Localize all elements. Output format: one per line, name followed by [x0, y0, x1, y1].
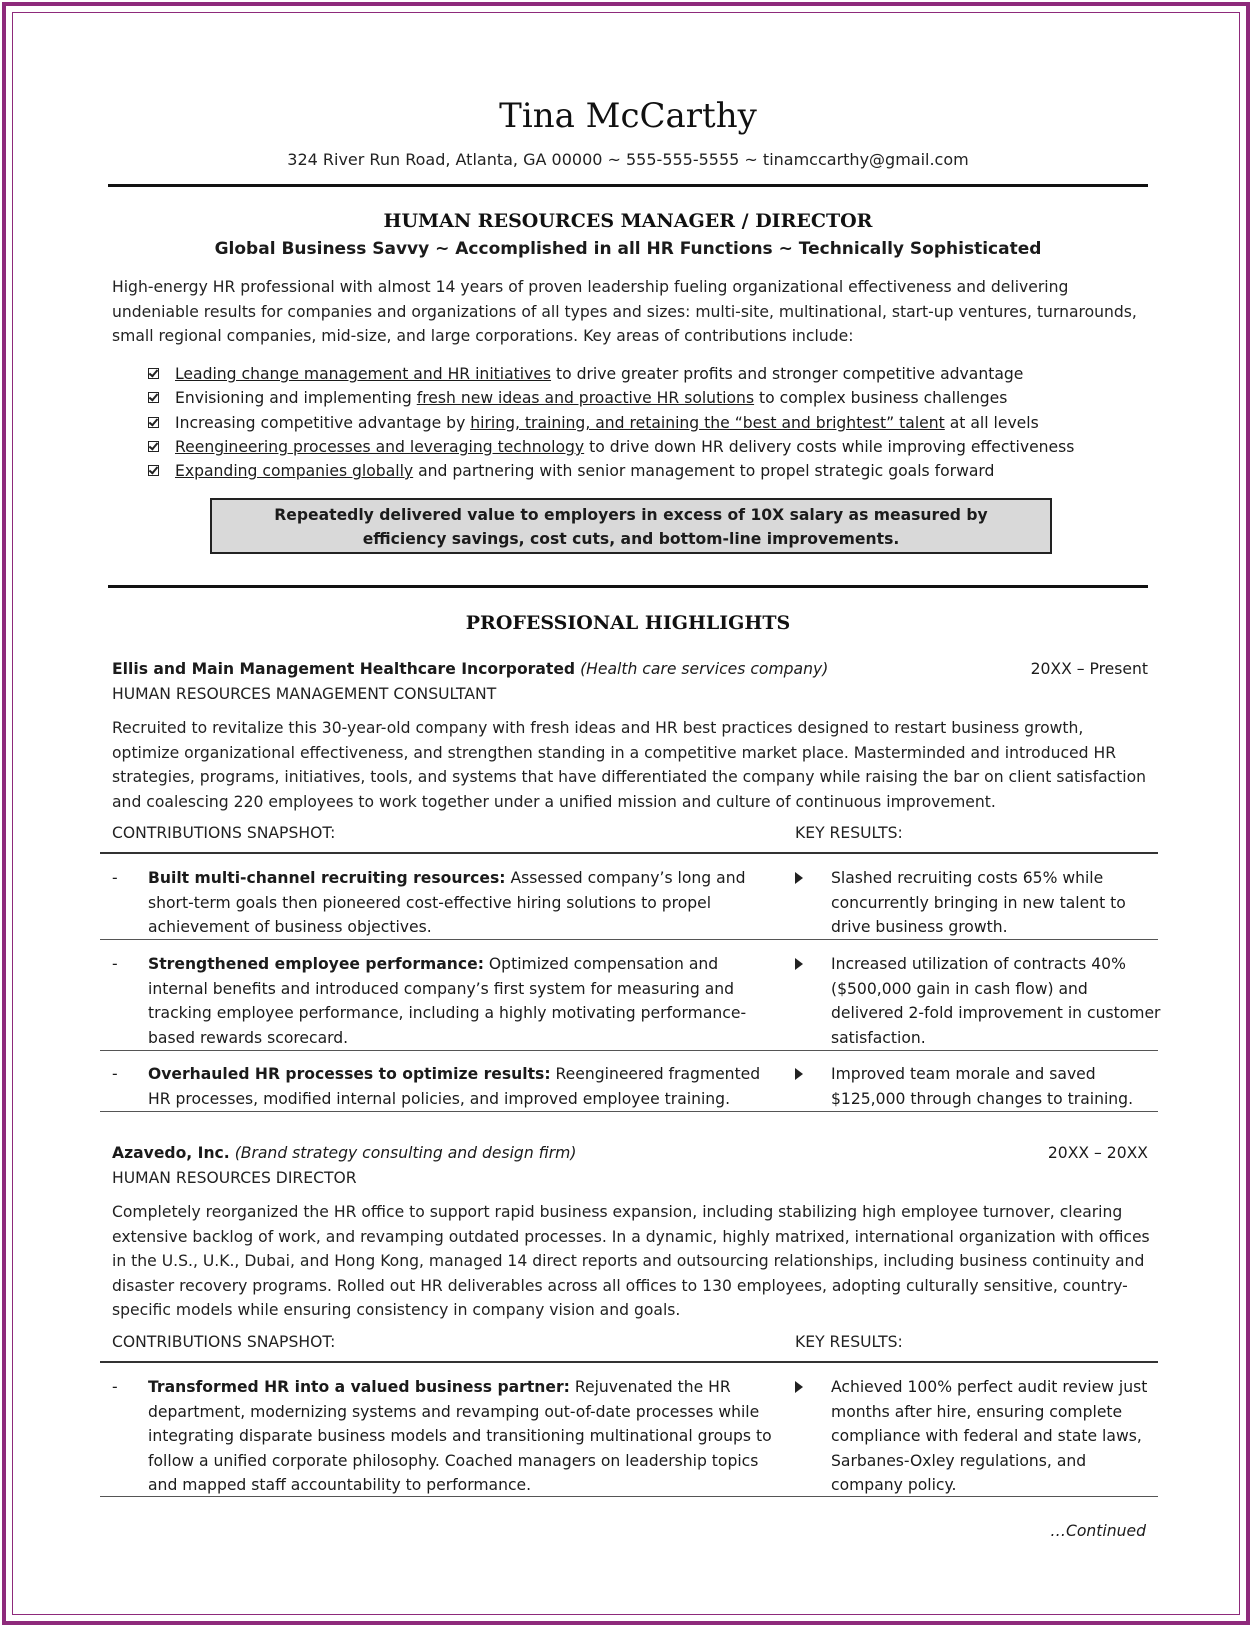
checkbox-icon [148, 368, 159, 379]
employment-dates: 20XX – 20XX [1047, 1144, 1148, 1162]
contributions-label: CONTRIBUTIONS SNAPSHOT: [112, 1333, 336, 1351]
employment-dates: 20XX – Present [1030, 660, 1148, 678]
summary-bullet: Leading change management and HR initiatives to drive greater profits and stronger competitive advantage [148, 365, 1148, 389]
tagline: Global Business Savvy ~ Accomplished in all HR Functions ~ Technically Sophisticated [214, 239, 1042, 259]
row-divider [100, 1050, 1158, 1051]
company-name: Azavedo, Inc. [112, 1144, 230, 1162]
header-divider [108, 184, 1148, 187]
summary-bullet: Reengineering processes and leveraging technology to drive down HR delivery costs while improving effectiveness [148, 438, 1148, 462]
company-line [112, 660, 828, 678]
job-description: Completely reorganized the HR office to support rapid business expansion, including stabilizing high employee turnover, clearing extensive backlog of work, and revamping outdated processes. In a dynamic, highly matrixed, international organization with offices in the U.S., U.K., Dubai, and Hong Kong, managed 14 direct reports and outsourcing relationships, including business continuity and disaster recovery programs. Rolled out HR deliverables across all offices to 130 employees, adopting culturally sensitive, country-specific models while ensuring consistency in company vision and goals. [112, 1203, 1150, 1319]
continued-note: …Continued [1050, 1522, 1146, 1540]
value-callout-box [210, 498, 1052, 554]
checkbox-icon [148, 465, 159, 476]
summary-bullet: Envisioning and implementing fresh new ideas and proactive HR solutions to complex business challenges [148, 389, 1148, 413]
triangle-bullet-icon [795, 958, 803, 970]
contributions-label: CONTRIBUTIONS SNAPSHOT: [112, 824, 336, 842]
triangle-bullet-icon [795, 872, 803, 884]
summary-bullet: Increasing competitive advantage by hiring, training, and retaining the “best and brightest” talent at all levels [148, 414, 1148, 438]
contact-line: 324 River Run Road, Atlanta, GA 00000 ~ 555-555-5555 ~ tinamccarthy@gmail.com [287, 150, 969, 169]
summary-bullet: Expanding companies globally and partnering with senior management to propel strategic goals forward [148, 462, 1148, 486]
company-description: (Brand strategy consulting and design firm) [234, 1144, 577, 1162]
row-divider [100, 1111, 1158, 1112]
row-divider [100, 1496, 1158, 1497]
callout-line: Repeatedly delivered value to employers in excess of 10X salary as measured by [274, 506, 988, 524]
key-results-label: KEY RESULTS: [795, 824, 903, 842]
dash-marker: - [112, 1065, 118, 1083]
company-line [112, 1144, 576, 1162]
candidate-name: Tina McCarthy [499, 96, 757, 136]
dash-marker: - [112, 869, 118, 887]
row-divider [100, 939, 1158, 940]
dash-marker: - [112, 1378, 118, 1396]
checkbox-icon [148, 417, 159, 428]
company-name: Ellis and Main Management Healthcare Incorporated [112, 660, 576, 678]
checkbox-icon [148, 392, 159, 403]
job-description: Recruited to revitalize this 30-year-old company with fresh ideas and HR best practices designed to restart business growth, optimize organizational effectiveness, and strengthen standing in a competitive market place. Masterminded and introduced HR strategies, programs, initiatives, tools, and systems that have differentiated the company while raising the bar on client satisfaction and coalescing 220 employees to work together under a unified mission and culture of continuous improvement. [112, 719, 1147, 811]
job-title-heading: HUMAN RESOURCES MANAGER / DIRECTOR [383, 210, 873, 232]
role-title: HUMAN RESOURCES MANAGEMENT CONSULTANT [112, 685, 497, 703]
triangle-bullet-icon [795, 1381, 803, 1393]
table-header-rule [100, 1361, 1158, 1363]
company-description: (Health care services company) [580, 660, 829, 678]
dash-marker: - [112, 955, 118, 973]
checkbox-icon [148, 441, 159, 452]
callout-line: efficiency savings, cost cuts, and bottom-line improvements. [362, 530, 900, 548]
summary-paragraph: High-energy HR professional with almost 14 years of proven leadership fueling organizational effectiveness and delivering undeniable results for companies and organizations of all types and sizes: multi-site, multinational, start-up ventures, turnarounds, small regional companies, mid-size, and large corporations. Key areas of contributions include: [112, 278, 1137, 345]
section-heading: PROFESSIONAL HIGHLIGHTS [465, 612, 791, 634]
role-title: HUMAN RESOURCES DIRECTOR [112, 1169, 357, 1187]
section-divider [108, 585, 1148, 588]
key-results-label: KEY RESULTS: [795, 1333, 903, 1351]
table-header-rule [100, 852, 1158, 854]
triangle-bullet-icon [795, 1068, 803, 1080]
